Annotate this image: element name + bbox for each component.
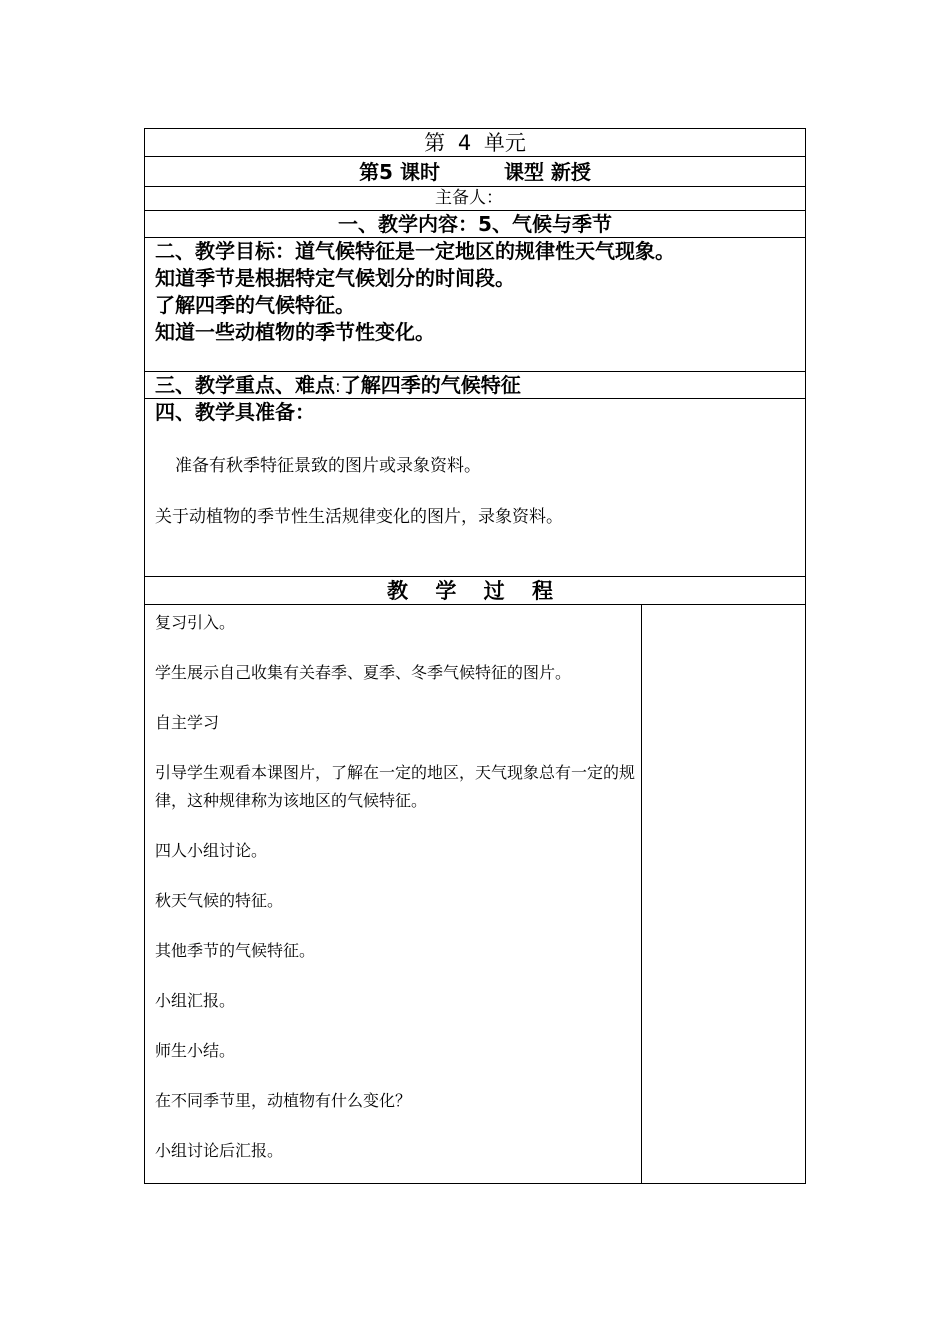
key-points-text: 了解四季的气候特征	[340, 373, 521, 397]
process-step: 师生小结。	[155, 1041, 236, 1060]
process-step: 复习引入。	[155, 613, 236, 632]
process-step: 秋天气候的特征。	[155, 891, 284, 910]
process-step: 自主学习	[155, 713, 220, 732]
teaching-objectives	[145, 238, 805, 372]
key-points	[145, 372, 805, 399]
materials-title: 四、教学具准备：	[155, 400, 315, 424]
process-body	[145, 605, 805, 1183]
process-step: 学生展示自己收集有关春季、夏季、冬季气候特征的图片。	[155, 663, 572, 682]
materials-line: 关于动植物的季节性生活规律变化的图片，录象资料。	[155, 507, 563, 527]
process-step: 四人小组讨论。	[155, 841, 268, 860]
process-step: 引导学生观看本课图片，了解在一定的地区，天气现象总有一定的规律，这种规律称为该地区的气候特征。	[155, 763, 636, 810]
preparer-label: 主备人：	[145, 187, 805, 211]
process-step: 小组讨论后汇报。	[155, 1141, 284, 1160]
objective-line: 知道季节是根据特定气候划分的时间段。	[155, 266, 515, 290]
process-steps	[155, 609, 635, 1187]
process-title: 教 学 过 程	[145, 577, 805, 605]
objective-line: 了解四季的气候特征。	[155, 293, 355, 317]
materials-line: 准备有秋季特征景致的图片或录象资料。	[175, 456, 481, 476]
teaching-content: 一、教学内容：5、气候与季节	[145, 211, 805, 238]
lesson-type: 课型 新授	[503, 160, 591, 184]
lesson-plan-table	[144, 128, 806, 1184]
key-points-label: 三、教学重点、难点	[155, 373, 335, 397]
lesson-info-row	[145, 157, 805, 187]
process-step: 在不同季节里，动植物有什么变化？	[155, 1091, 412, 1110]
process-step: 小组汇报。	[155, 991, 236, 1010]
objective-line: 知道一些动植物的季节性变化。	[155, 320, 435, 344]
column-divider	[641, 605, 642, 1183]
unit-title: 第 4 单元	[145, 129, 805, 157]
lesson-number: 第5 课时	[359, 160, 440, 184]
key-points-separator: :	[335, 377, 341, 397]
process-step: 其他季节的气候特征。	[155, 941, 316, 960]
teaching-materials	[145, 399, 805, 577]
objective-line: 二、教学目标：道气候特征是一定地区的规律性天气现象。	[155, 239, 675, 263]
